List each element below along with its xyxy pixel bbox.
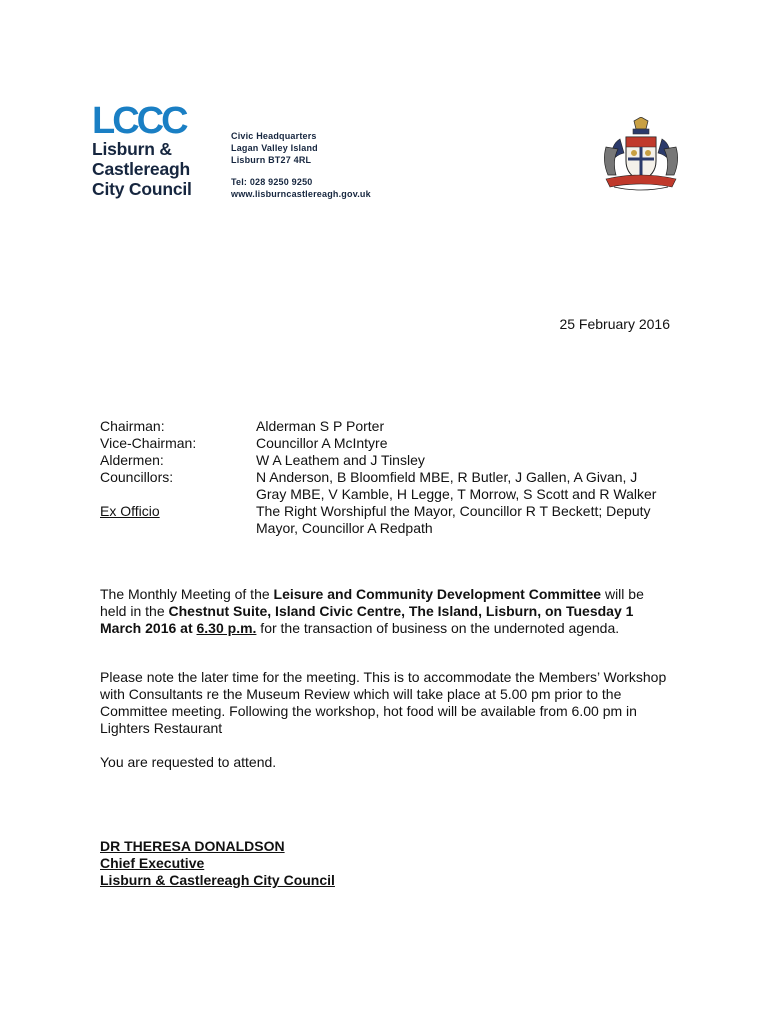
- letter-date: 25 February 2016: [559, 316, 670, 332]
- member-row: [100, 452, 666, 469]
- signature-block: [100, 838, 335, 889]
- meeting-notice: [100, 586, 670, 637]
- member-role: Councillors:: [100, 469, 174, 485]
- signatory-title: Chief Executive: [100, 855, 205, 871]
- meeting-text-1: The Monthly Meeting of the: [100, 586, 274, 602]
- council-name-line-2: Castlereagh: [92, 159, 190, 179]
- meeting-note: Please note the later time for the meeting. This is to accommodate the Members’ Workshop with Consultants re the Museum Review which will take place at 5.00 pm prior to the Committee meeting. Following the workshop, hot food will be available from 6.00 pm in Lighters Restaurant: [100, 669, 667, 736]
- telephone: Tel: 028 9250 9250: [231, 177, 313, 187]
- signatory-name: DR THERESA DONALDSON: [100, 838, 285, 854]
- member-row: [100, 469, 666, 503]
- member-row: [100, 418, 666, 435]
- ex-officio-label: Ex Officio: [100, 503, 160, 519]
- lccc-logo: [92, 103, 200, 137]
- ex-officio-names: The Right Worshipful the Mayor, Councillor R T Beckett; Deputy Mayor, Councillor A Redpath: [256, 503, 651, 536]
- member-role: Chairman:: [100, 418, 165, 434]
- council-name-line-3: City Council: [92, 179, 192, 199]
- council-address: [231, 130, 371, 200]
- member-names: W A Leathem and J Tinsley: [256, 452, 425, 468]
- website: www.lisburncastlereagh.gov.uk: [231, 189, 371, 199]
- member-names: N Anderson, B Bloomfield MBE, R Butler, J Gallen, A Givan, J Gray MBE, V Kamble, H Legge, T Morrow, S Scott and R Walker: [256, 469, 657, 502]
- meeting-text-2: will be held in the: [100, 586, 644, 619]
- council-name-line-1: Lisburn &: [92, 139, 172, 159]
- coat-of-arms-icon: [600, 117, 682, 195]
- member-names: Councillor A McIntyre: [256, 435, 388, 451]
- member-role: Aldermen:: [100, 452, 164, 468]
- meeting-venue-date: Chestnut Suite, Island Civic Centre, The Island, Lisburn, on Tuesday 1 March 2016 at: [100, 603, 634, 636]
- meeting-time: 6.30 p.m.: [196, 620, 257, 636]
- member-role: Vice-Chairman:: [100, 435, 197, 451]
- attendance-request: You are requested to attend.: [100, 754, 277, 770]
- meeting-text-3: for the transaction of business on the undernoted agenda.: [256, 620, 620, 636]
- signatory-organisation: Lisburn & Castlereagh City Council: [100, 872, 335, 888]
- member-row: [100, 435, 666, 452]
- committee-members: [100, 418, 666, 537]
- address-line-1: Civic Headquarters: [231, 131, 317, 141]
- ex-officio-row: [100, 503, 666, 537]
- member-names: Alderman S P Porter: [256, 418, 385, 434]
- council-name: [92, 139, 192, 199]
- address-line-3: Lisburn BT27 4RL: [231, 155, 312, 165]
- address-line-2: Lagan Valley Island: [231, 143, 318, 153]
- lccc-logo-letters: LCCC: [92, 103, 186, 137]
- committee-name: Leisure and Community Development Committee: [273, 586, 602, 602]
